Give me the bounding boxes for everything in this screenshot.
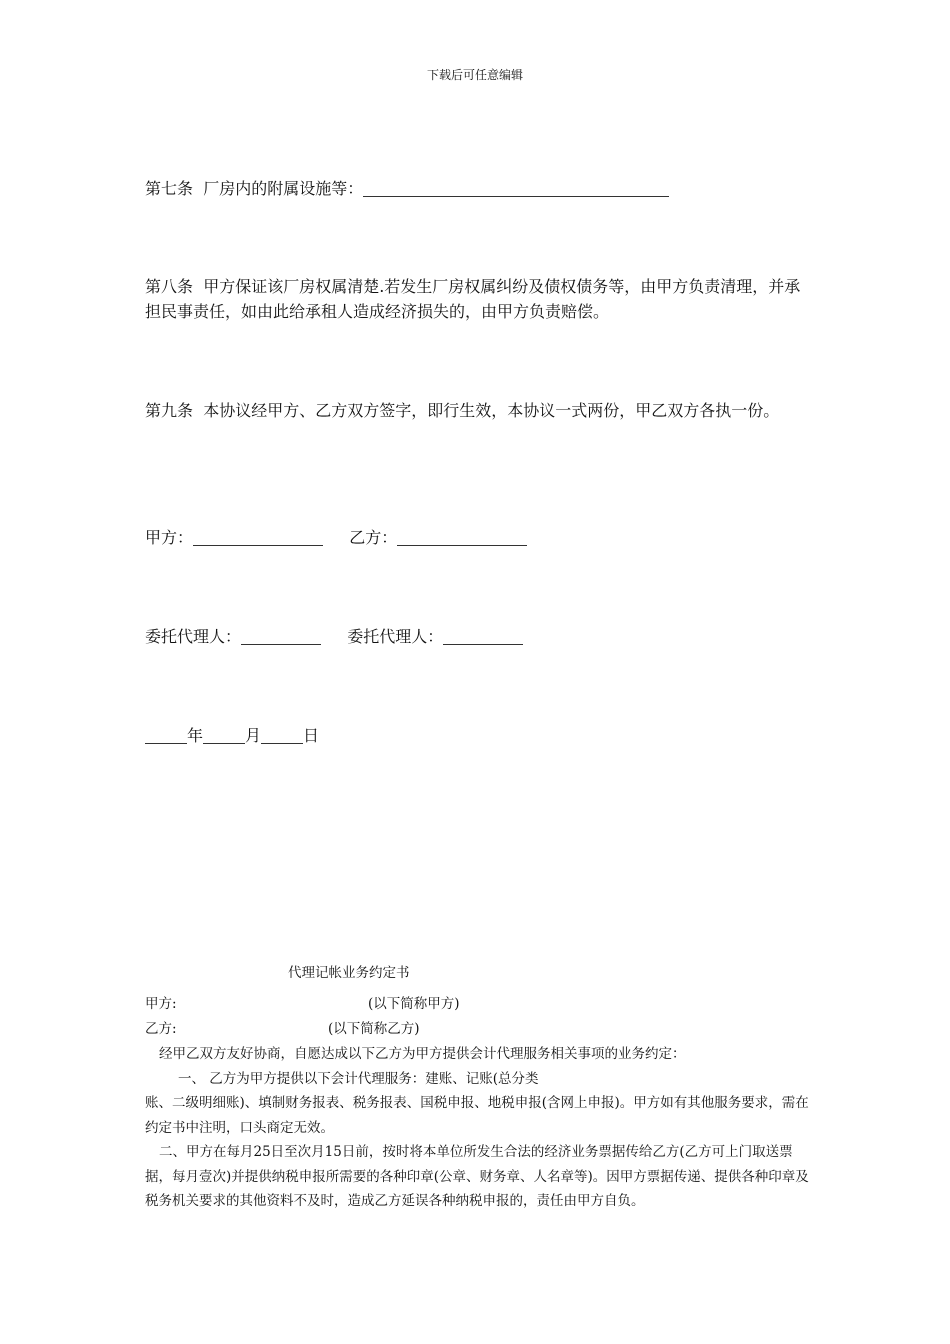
contract2-party-b-note: (以下简称乙方) [328,1021,420,1037]
agent-b-blank [443,628,523,645]
article-eight [145,274,810,324]
article-nine [145,398,810,423]
contract2-title: 代理记帐业务约定书 [288,965,410,981]
agent-a-label: 委托代理人： [145,627,242,646]
party-a-blank [193,529,323,546]
article-eight-label: 第八条 [145,277,194,296]
signature-agents-row [145,624,523,647]
year-label: 年 [187,726,204,745]
year-blank [145,727,187,744]
party-b-blank [397,529,527,546]
article-seven-text: 厂房内的附属设施等： [203,179,364,198]
article-seven [145,176,669,199]
party-a-label: 甲方： [145,528,194,547]
page-header-note: 下载后可任意编辑 [426,68,523,82]
agent-b-label: 委托代理人： [347,627,444,646]
contract2-party-a-label: 甲方: [145,996,177,1012]
agent-a-blank [241,628,321,645]
article-eight-text: 甲方保证该厂房权属清楚.若发生厂房权属纠纷及债权债务等，由甲方负责清理，并承担民事责任，如由此给承租人造成经济损失的，由甲方负责赔偿。 [145,277,801,321]
day-blank [261,727,303,744]
article-seven-label: 第七条 [145,179,194,198]
contract2-clause2: 二、甲方在每月25日至次月15日前，按时将本单位所发生合法的经济业务票据传给乙方(乙方可上门取送票据，每月壹次)并提供纳税申报所需要的各种印章(公章、财务章、人名章等)。因甲方票据传递、提供各种印章及税务机关要求的其他资料不及时，造成乙方延误各种纳税申报的，责任由甲方自负。 [145,1144,809,1209]
article-nine-label: 第九条 [145,401,194,420]
month-blank [203,727,245,744]
party-b-label: 乙方： [349,528,398,547]
contract2-party-a-note: (以下简称甲方) [368,996,460,1012]
article-seven-blank [363,180,669,197]
contract2-party-b-label: 乙方: [145,1021,177,1037]
contract2-intro: 经甲乙双方友好协商，自愿达成以下乙方为甲方提供会计代理服务相关事项的业务约定： [159,1046,686,1062]
signature-date-row [145,723,319,746]
day-label: 日 [303,726,320,745]
contract2-clause1-line1: 一、 乙方为甲方提供以下会计代理服务：建账、记账(总分类 [178,1071,539,1087]
contract2-clause1-rest: 账、二级明细账)、填制财务报表、税务报表、国税申报、地税申报(含网上申报)。甲方如有其他服务要求，需在约定书中注明，口头商定无效。 [145,1095,809,1136]
month-label: 月 [245,726,262,745]
signature-parties-row [145,525,527,548]
article-nine-text: 本协议经甲方、乙方双方签字，即行生效，本协议一式两份，甲乙双方各执一份。 [203,401,780,420]
